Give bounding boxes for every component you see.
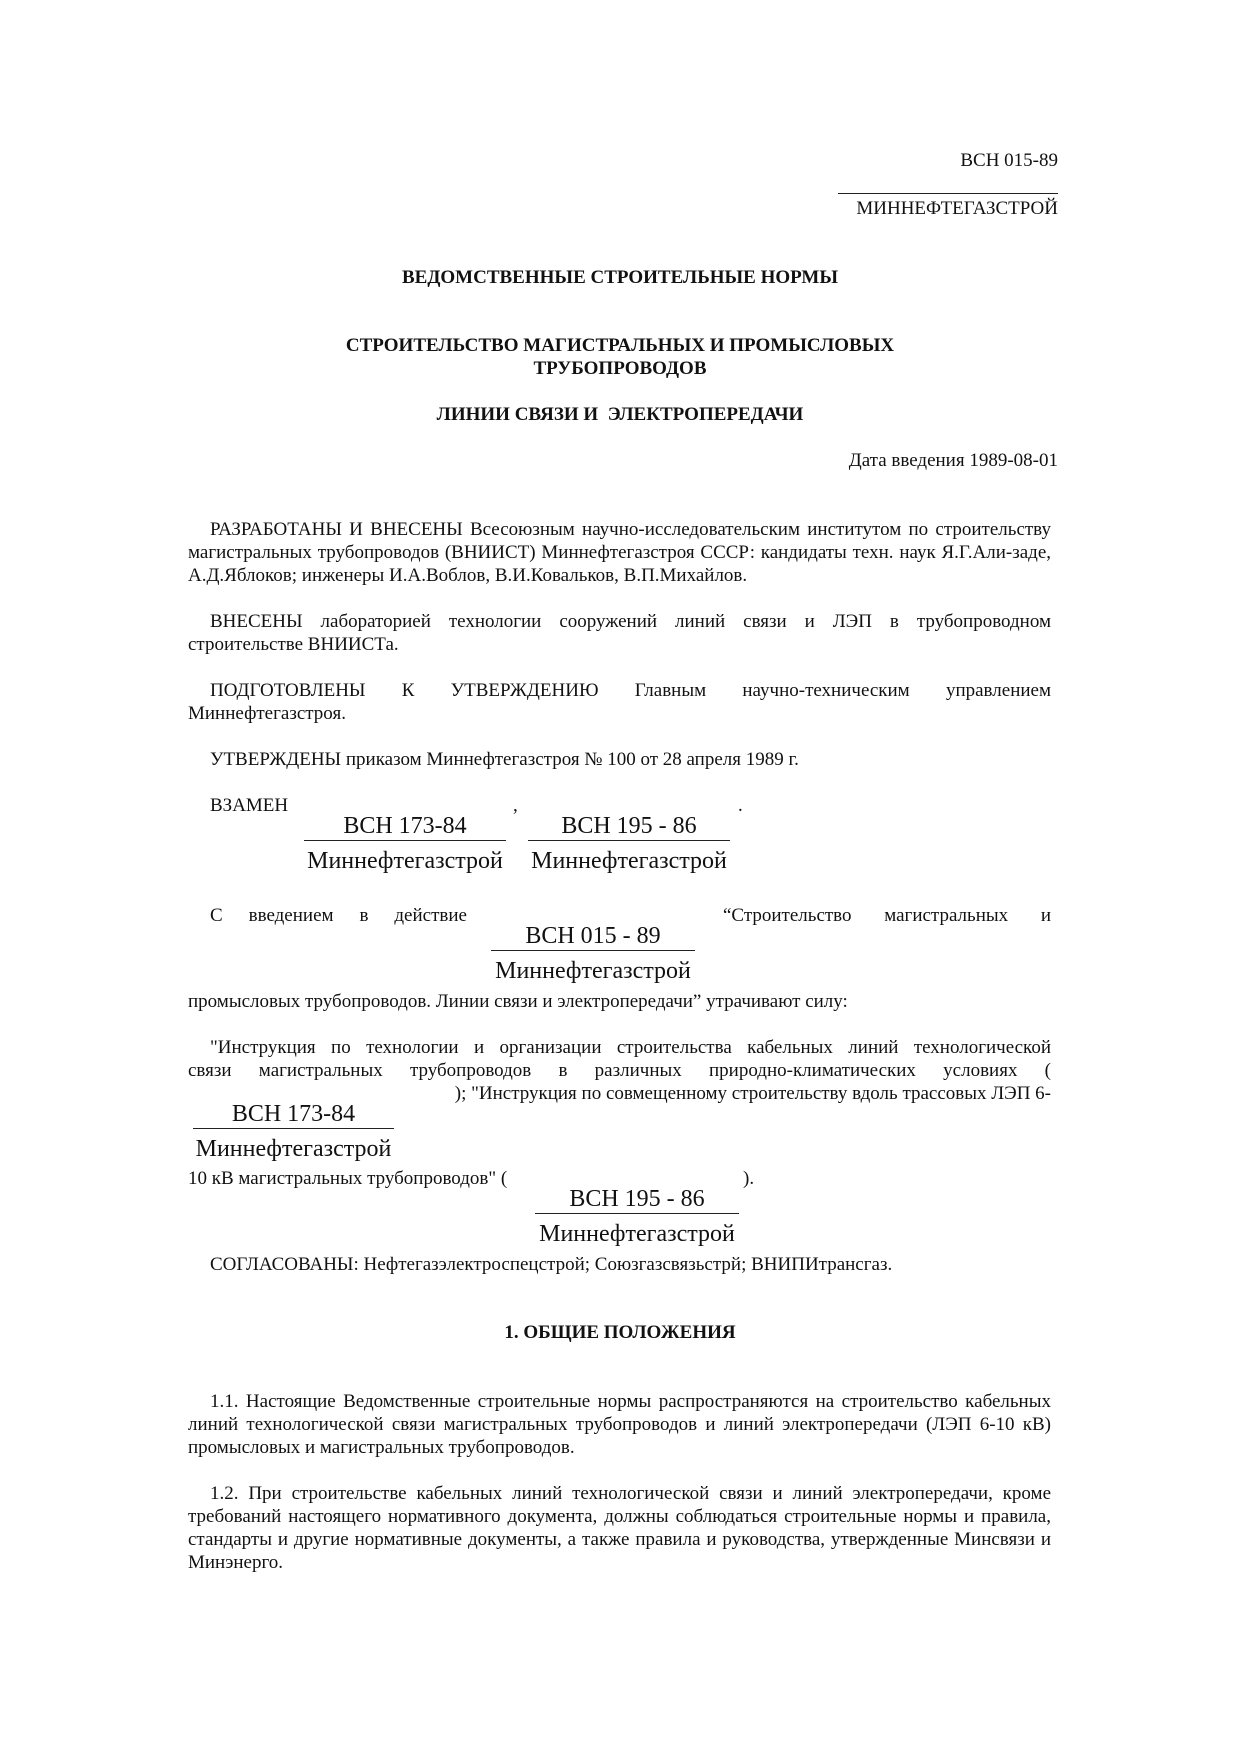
- instruction-line-4-start: 10 кВ магистральных трубопроводов" (: [188, 1168, 508, 1189]
- fraction-denominator: Миннефтегазстрой: [495, 958, 691, 984]
- intro-word: магистральных: [884, 905, 1009, 926]
- fraction-denominator: Миннефтегазстрой: [531, 848, 727, 874]
- fraction-vsn-195-86-second: [535, 1185, 739, 1248]
- fraction-denominator: Миннефтегазстрой: [195, 1136, 392, 1162]
- intro-word: в: [359, 905, 369, 926]
- instruction-line-1: "Инструкция по технологии и организации строительства кабельных линий технологической: [210, 1037, 1051, 1058]
- intro-word: “Строительство: [723, 905, 852, 926]
- intro-words-right: [723, 904, 1051, 927]
- fraction-numerator: ВСН 173-84: [193, 1100, 394, 1129]
- paragraph-1-1: 1.1. Настоящие Ведомственные строительные нормы распространяются на строительство кабельных линий технологической связи магистральных трубопроводов и линий электропередачи (ЛЭП 6-10 кВ) промысловых и магистральных трубопроводов.: [188, 1391, 1051, 1458]
- instead-label: ВЗАМЕН: [210, 795, 289, 816]
- instruction-line-4-end: ).: [743, 1168, 755, 1189]
- fraction-denominator: Миннефтегазстрой: [539, 1221, 735, 1247]
- intro-word: действие: [394, 905, 467, 926]
- section-title: ЛИНИИ СВЯЗИ И ЭЛЕКТРОПЕРЕДАЧИ: [436, 404, 804, 425]
- prepared-paragraph: ПОДГОТОВЛЕНЫ К УТВЕРЖДЕНИЮ Главным научно-техническим управлением Миннефтегазстроя.: [188, 680, 1051, 724]
- instruction-line-3: ); "Инструкция по совмещенному строительству вдоль трассовых ЛЭП 6-: [454, 1083, 1051, 1104]
- section-1-heading: 1. ОБЩИЕ ПОЛОЖЕНИЯ: [504, 1322, 736, 1343]
- introduced-paragraph: ВНЕСЕНЫ лабораторией технологии сооружений линий связи и ЛЭП в трубопроводном строительстве ВНИИСТа.: [188, 611, 1051, 655]
- header-rule: [838, 193, 1058, 194]
- intro-word: и: [1040, 905, 1051, 926]
- intro-word: введением: [248, 905, 334, 926]
- agreed-paragraph: СОГЛАСОВАНЫ: Нефтегазэлектроспецстрой; Союзгазсвязьстрй; ВНИПИтрансгаз.: [210, 1254, 893, 1275]
- fraction-vsn-195-86: [528, 812, 730, 875]
- document-subtitle-line1: СТРОИТЕЛЬСТВО МАГИСТРАЛЬНЫХ И ПРОМЫСЛОВЫХ: [345, 335, 895, 356]
- effective-date: Дата введения 1989-08-01: [848, 450, 1058, 471]
- fraction-vsn-173-84-second: [193, 1100, 394, 1163]
- instead-comma: ,: [513, 795, 518, 816]
- document-subtitle-line2: ТРУБОПРОВОДОВ: [533, 358, 707, 379]
- fraction-numerator: ВСН 195 - 86: [535, 1185, 739, 1214]
- intro-word: С: [210, 905, 223, 926]
- document-title: ВЕДОМСТВЕННЫЕ СТРОИТЕЛЬНЫЕ НОРМЫ: [401, 267, 839, 288]
- ministry-name: МИННЕФТЕГАЗСТРОЙ: [856, 198, 1058, 219]
- fraction-numerator: ВСН 015 - 89: [491, 922, 695, 951]
- developed-paragraph: РАЗРАБОТАНЫ И ВНЕСЕНЫ Всесоюзным научно-исследовательским институтом по строительству магистральных трубопроводов (ВНИИСТ) Миннефтегазстроя СССР: кандидаты техн. наук Я.Г.Али-заде, А.Д.Яблоков; инженеры И.А.Воблов, В.И.Ковальков, В.П.Михайлов.: [188, 519, 1051, 586]
- document-code: ВСН 015-89: [960, 150, 1058, 171]
- approved-paragraph: УТВЕРЖДЕНЫ приказом Миннефтегазстроя № 100 от 28 апреля 1989 г.: [210, 749, 799, 770]
- fraction-vsn-173-84: [304, 812, 506, 875]
- instead-period: .: [738, 795, 743, 816]
- intro-words-left: [210, 904, 467, 927]
- paragraph-1-2: 1.2. При строительстве кабельных линий технологической связи и линий электропередачи, кроме требований настоящего нормативного документа, должны соблюдаться строительные нормы и правила, стандарты и другие нормативные документы, а также правила и руководства, утвержденные Минсвязи и Минэнерго.: [188, 1483, 1051, 1573]
- fraction-denominator: Миннефтегазстрой: [307, 848, 503, 874]
- intro-tail: промысловых трубопроводов. Линии связи и электропередачи” утрачивают силу:: [188, 991, 848, 1012]
- fraction-vsn-015-89: [491, 922, 695, 985]
- instruction-line-2: связи магистральных трубопроводов в различных природно-климатических условиях (: [188, 1060, 1051, 1081]
- fraction-numerator: ВСН 173-84: [304, 812, 506, 841]
- fraction-numerator: ВСН 195 - 86: [528, 812, 730, 841]
